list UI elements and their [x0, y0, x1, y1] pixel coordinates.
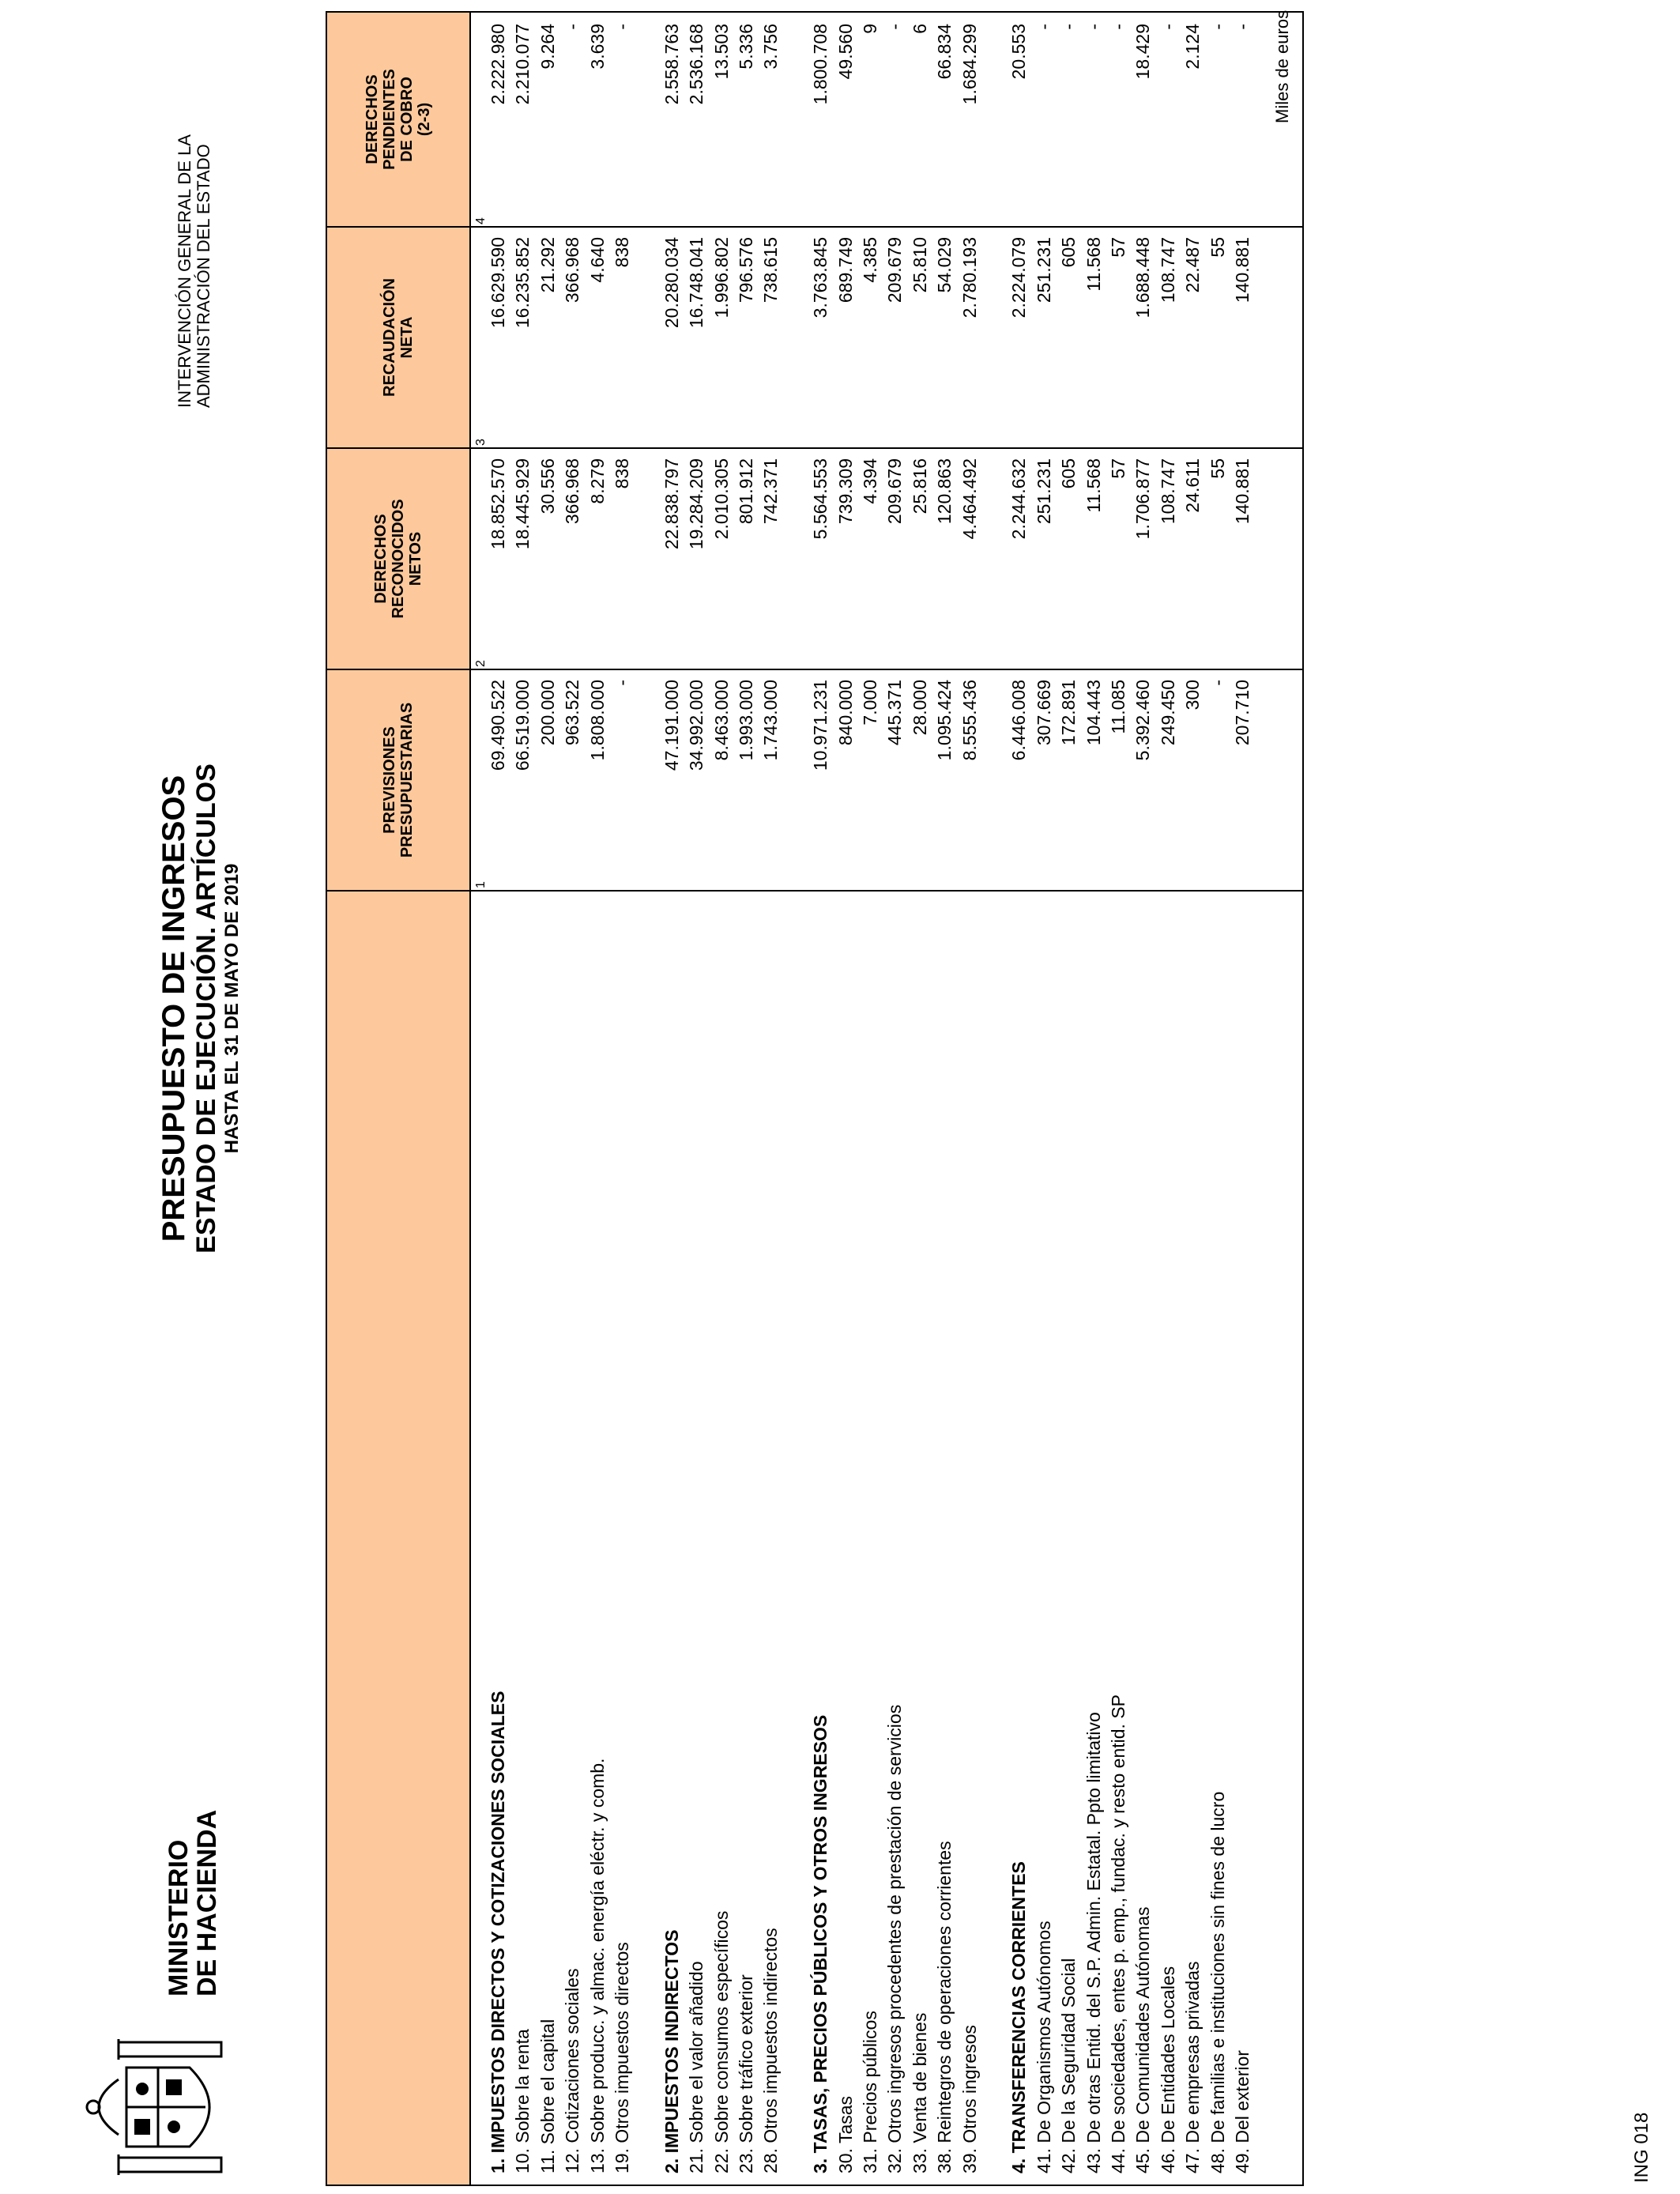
table-cell-value: 30.556	[537, 458, 558, 515]
table-cell-value: 108.747	[1157, 237, 1178, 303]
table-cell-value: 2.124	[1182, 24, 1203, 70]
table-cell-value: 55	[1207, 237, 1228, 258]
table-row-label: 30. Tasas	[834, 2095, 856, 2173]
column-number-2: 2	[474, 660, 488, 667]
header-recaudacion	[327, 226, 469, 447]
header-pendientes	[327, 13, 469, 226]
table-cell-value: 22.838.797	[661, 458, 682, 550]
table-cell-value: 57	[1108, 237, 1128, 258]
table-cell-value: 108.747	[1157, 458, 1178, 525]
table-cell-value: 6	[909, 24, 930, 34]
table-row-label: 44. De sociedades, entes p. emp., fundac. y resto entid. SP	[1108, 1694, 1128, 2173]
table-cell-value: 2.558.763	[661, 24, 682, 105]
table-cell-value: -	[612, 24, 632, 30]
table-cell-value: 19.284.209	[686, 458, 707, 550]
table-cell-value: 28.000	[909, 680, 930, 736]
coat-of-arms-logo	[71, 2036, 237, 2178]
table-cell-value: 963.522	[562, 680, 583, 746]
ministry-line1: MINISTERIO	[164, 1839, 194, 1996]
table-group-label: 2. IMPUESTOS INDIRECTOS	[661, 1929, 682, 2173]
title-line1: PRESUPUESTO DE INGRESOS	[156, 775, 191, 1242]
table-cell-value: 20.280.034	[661, 237, 682, 329]
table-cell-value: 207.710	[1232, 680, 1252, 746]
header-label-line: DE COBRO	[398, 77, 416, 162]
table-cell-value: 307.669	[1033, 680, 1054, 746]
table-cell-value: 1.743.000	[760, 680, 782, 761]
table-cell-value: 11.568	[1083, 237, 1104, 292]
table-cell-value: 22.487	[1182, 237, 1203, 293]
table-cell-value: 55	[1207, 458, 1228, 479]
table-cell-value: 24.611	[1182, 458, 1203, 513]
table-cell-value: 18.429	[1132, 24, 1154, 80]
table-row-label: 48. De familias e instituciones sin fines de lucro	[1207, 1791, 1228, 2173]
table-cell-value: 689.749	[834, 237, 856, 303]
table-cell-value: 2.224.079	[1008, 237, 1030, 319]
table-row-label: 12. Cotizaciones sociales	[562, 1968, 583, 2173]
table-row-label: 38. Reintegros de operaciones corrientes	[934, 1841, 955, 2173]
table-cell-value: 2.244.632	[1008, 458, 1030, 540]
table-cell-value: 47.191.000	[661, 680, 682, 771]
table-cell-value: 11.568	[1083, 458, 1104, 513]
column-divider	[327, 669, 1302, 670]
table-cell-value: 49.560	[834, 24, 856, 80]
table-row-label: 21. Sobre el valor añadido	[686, 1961, 707, 2173]
table-cell-value: 3.763.845	[810, 237, 831, 319]
table-cell-value: 5.336	[736, 24, 756, 70]
table-cell-value: 2.010.305	[710, 458, 732, 540]
table-row-label: 23. Sobre tráfico exterior	[736, 1974, 756, 2173]
table-cell-value: 251.231	[1033, 237, 1054, 303]
table-row-label: 10. Sobre la renta	[512, 2029, 533, 2173]
table-cell-value: 445.371	[884, 680, 906, 746]
table-cell-value: -	[1232, 24, 1252, 30]
table-cell-value: 1.688.448	[1132, 237, 1154, 319]
header-label-line: PENDIENTES	[381, 69, 398, 170]
table-cell-value: 21.292	[537, 237, 558, 293]
header-label-line: (2-3)	[416, 102, 433, 137]
table-row-label: 32. Otros ingresos procedentes de prestación de servicios	[884, 1704, 906, 2173]
table-cell-value: 8.463.000	[710, 680, 732, 761]
table-cell-value: -	[884, 24, 906, 30]
table-cell-value: 4.385	[860, 237, 880, 283]
table-cell-value: 8.279	[586, 458, 608, 504]
table-cell-value: 7.000	[860, 680, 880, 726]
table-cell-value: 1.993.000	[736, 680, 756, 761]
table-cell-value: 120.863	[934, 458, 955, 525]
table-row-label: 13. Sobre producc. y almac. energía eléctr. y comb.	[586, 1758, 608, 2173]
table-cell-value: 251.231	[1033, 458, 1054, 525]
table-cell-value: 2.536.168	[686, 24, 707, 105]
table-cell-value: 2.780.193	[959, 237, 980, 319]
column-divider	[327, 447, 1302, 449]
table-cell-value: 6.446.008	[1008, 680, 1030, 761]
table-cell-value: -	[1058, 24, 1079, 30]
table-group-label: 3. TASAS, PRECIOS PÚBLICOS Y OTROS INGRESOS	[810, 1714, 831, 2173]
header-text	[381, 228, 416, 447]
table-row-label: 19. Otros impuestos directos	[612, 1942, 632, 2173]
table-cell-value: -	[1083, 24, 1104, 30]
table-cell-value: 1.808.000	[586, 680, 608, 761]
column-number-3: 3	[474, 439, 488, 446]
table-cell-value: 605	[1058, 458, 1079, 489]
table-cell-value: 66.834	[934, 24, 955, 80]
table-row-label: 28. Otros impuestos indirectos	[760, 1928, 782, 2173]
table-cell-value: 13.503	[710, 24, 732, 80]
table-cell-value: 140.881	[1232, 458, 1252, 525]
table-group-label: 1. IMPUESTOS DIRECTOS Y COTIZACIONES SOCIALES	[488, 1691, 508, 2173]
table-cell-value: 104.443	[1083, 680, 1104, 746]
table-cell-value: 840.000	[834, 680, 856, 746]
column-number-1: 1	[474, 881, 488, 888]
header-label-line: PREVISIONES	[381, 726, 398, 834]
table-cell-value: 5.564.553	[810, 458, 831, 540]
header-text	[381, 670, 416, 890]
table-row-label: 43. De otras Entid. del S.P. Admin. Estatal. Ppto limitativo	[1083, 1712, 1104, 2173]
table-cell-value: 801.912	[736, 458, 756, 525]
header-text	[363, 13, 433, 226]
table-cell-value: 1.800.708	[810, 24, 831, 105]
table-cell-value: 249.450	[1157, 680, 1178, 746]
table-cell-value: 66.519.000	[512, 680, 533, 771]
table-cell-value: 54.029	[934, 237, 955, 293]
header-label-line: NETA	[398, 316, 416, 359]
table-cell-value: 25.816	[909, 458, 930, 515]
table-cell-value: -	[1157, 24, 1178, 30]
table-cell-value: 738.615	[760, 237, 782, 303]
table-cell-value: 2.222.980	[488, 24, 508, 105]
table-cell-value: 18.445.929	[512, 458, 533, 550]
table-cell-value: 3.639	[586, 24, 608, 70]
table-cell-value: 9.264	[537, 24, 558, 70]
table-cell-value: 16.235.852	[512, 237, 533, 329]
table-cell-value: 4.394	[860, 458, 880, 504]
table-cell-value: 5.392.460	[1132, 680, 1154, 761]
table-cell-value: 209.679	[884, 458, 906, 525]
table-cell-value: 200.000	[537, 680, 558, 746]
header-label-line: DERECHOS	[372, 514, 390, 604]
table-cell-value: 16.748.041	[686, 237, 707, 329]
column-divider	[327, 890, 1302, 892]
table-row-label: 22. Sobre consumos específicos	[710, 1910, 732, 2173]
form-code: ING 018	[1631, 2112, 1652, 2183]
table-cell-value: 57	[1108, 458, 1128, 479]
table-row-label: 47. De empresas privadas	[1182, 1961, 1203, 2173]
table-cell-value: 18.852.570	[488, 458, 508, 550]
table-cell-value: 16.629.590	[488, 237, 508, 329]
table-cell-value: 11.085	[1108, 680, 1128, 734]
table-row-label: 45. De Comunidades Autónomas	[1132, 1906, 1154, 2173]
table-cell-value: -	[1108, 24, 1128, 30]
table-row-label: 31. Precios públicos	[860, 2011, 880, 2173]
header-text	[372, 449, 424, 669]
report-title	[156, 692, 243, 1325]
table-cell-value: 838	[612, 237, 632, 268]
igae-line1: INTERVENCIÓN GENERAL DE LA	[175, 134, 194, 408]
column-divider	[327, 226, 1302, 228]
header-label-line: DERECHOS	[363, 74, 381, 164]
column-number-4: 4	[474, 217, 488, 224]
table-cell-value: 209.679	[884, 237, 906, 303]
table-row-label: 46. De Entidades Locales	[1157, 1966, 1178, 2173]
igae-line2: ADMINISTRACIÓN DEL ESTADO	[194, 144, 213, 408]
table-row-label: 11. Sobre el capital	[537, 2019, 558, 2173]
table-cell-value: 838	[612, 458, 632, 489]
header-label-line: RECONOCIDOS	[390, 499, 407, 619]
title-line3: HASTA EL 31 DE MAYO DE 2019	[221, 863, 243, 1154]
table-row-label: 39. Otros ingresos	[959, 2025, 980, 2173]
header-divider	[469, 13, 471, 2185]
table-cell-value: 4.464.492	[959, 458, 980, 540]
table-cell-value: 1.684.299	[959, 24, 980, 105]
table-cell-value: 742.371	[760, 458, 782, 525]
table-cell-value: 796.576	[736, 237, 756, 303]
table-row-label: 42. De la Seguridad Social	[1058, 1958, 1079, 2173]
table-cell-value: 2.210.077	[512, 24, 533, 105]
ministry-name	[164, 1810, 221, 1996]
units-label: Miles de euros	[1272, 9, 1292, 123]
header-label-line: RECAUDACIÓN	[381, 278, 398, 397]
table-cell-value: 739.309	[834, 458, 856, 525]
table-cell-value: 69.490.522	[488, 680, 508, 771]
table-cell-value: 172.891	[1058, 680, 1079, 746]
table-cell-value: 300	[1182, 680, 1203, 711]
table-cell-value: 605	[1058, 237, 1079, 268]
table-cell-value: -	[562, 24, 583, 30]
table-cell-value: 8.555.436	[959, 680, 980, 761]
table-cell-value: 1.706.877	[1132, 458, 1154, 540]
table-cell-value: 1.996.802	[710, 237, 732, 319]
table-cell-value: 366.968	[562, 237, 583, 303]
table-group-label: 4. TRANSFERENCIAS CORRIENTES	[1008, 1861, 1030, 2173]
table-cell-value: -	[612, 680, 632, 686]
table-cell-value: 10.971.231	[810, 680, 831, 771]
table-cell-value: 34.992.000	[686, 680, 707, 771]
table-row-label: 33. Venta de bienes	[909, 2012, 930, 2173]
table-cell-value: 20.553	[1008, 24, 1030, 80]
table-row-label: 41. De Organismos Autónomos	[1033, 1921, 1054, 2173]
table-cell-value: 366.968	[562, 458, 583, 525]
header-label-cell	[327, 890, 469, 2185]
table-cell-value: -	[1207, 24, 1228, 30]
table-row-label: 49. Del exterior	[1232, 2050, 1252, 2173]
header-label-line: NETOS	[407, 531, 424, 586]
igae-name	[175, 134, 213, 408]
header-derechos-reconocidos	[327, 447, 469, 669]
table-cell-value: 4.640	[586, 237, 608, 283]
table-cell-value: 9	[860, 24, 880, 34]
header-previsiones	[327, 669, 469, 890]
header-label-line: PRESUPUESTARIAS	[398, 702, 416, 858]
table-cell-value: 3.756	[760, 24, 782, 70]
title-line2: ESTADO DE EJECUCIÓN. ARTÍCULOS	[191, 763, 221, 1253]
table-cell-value: 25.810	[909, 237, 930, 293]
table-cell-value: 140.881	[1232, 237, 1252, 303]
table-cell-value: -	[1033, 24, 1054, 30]
ministry-line2: DE HACIENDA	[192, 1809, 222, 1996]
table-cell-value: 1.095.424	[934, 680, 955, 761]
table-cell-value: -	[1207, 680, 1228, 686]
budget-table	[326, 11, 1304, 2186]
